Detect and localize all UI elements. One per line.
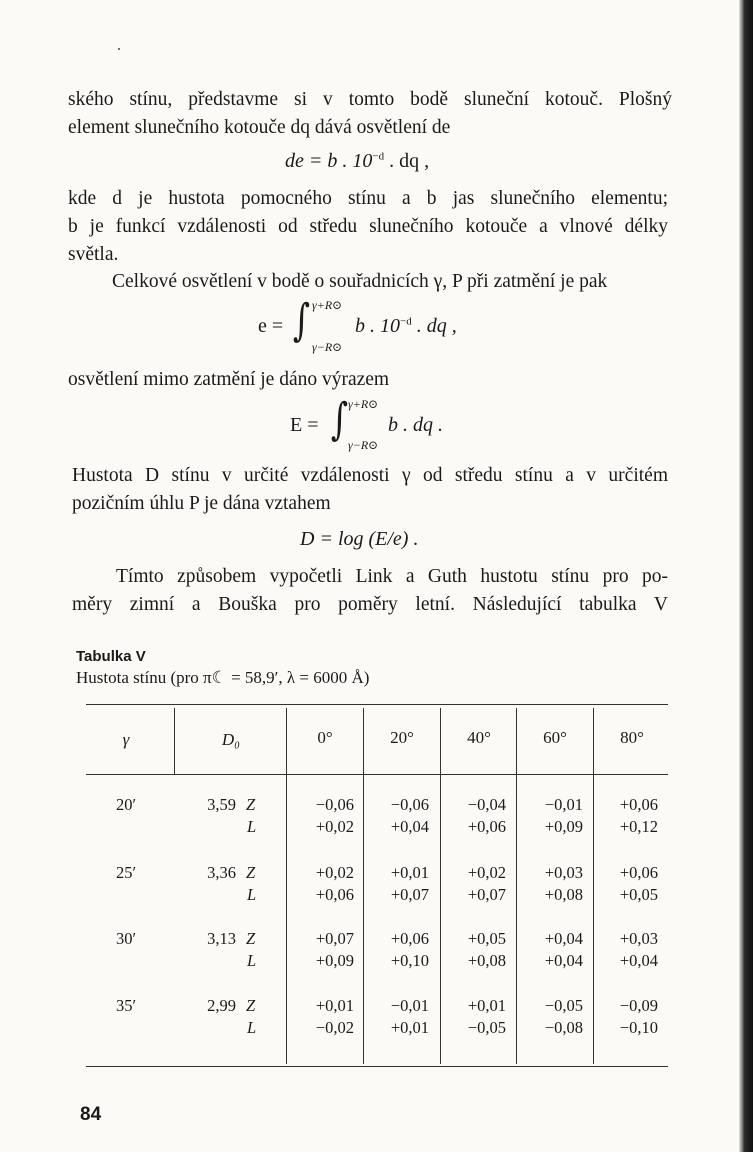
table-cell-value: +0,12 [619, 817, 658, 836]
table-cell-value: −0,01 [390, 996, 429, 1015]
table-header-angle: 20° [390, 728, 414, 747]
text-line: měry zimní a Bouška pro poměry letní. Následující tabulka V [72, 594, 668, 615]
table-cell-l-label: L [247, 951, 257, 970]
table-cell-value: +0,09 [544, 817, 583, 836]
integral-sign: ∫ [330, 394, 349, 445]
table-cell-value: +0,07 [467, 885, 506, 904]
table-cell-value: −0,06 [390, 795, 429, 814]
table-header-d0: D₀ [221, 730, 241, 749]
table-cell-z-label: Z [246, 863, 256, 882]
page-edge-shadow [739, 0, 753, 1152]
equation-de [285, 150, 429, 173]
paper-speck [118, 48, 120, 50]
table-cell-z-label: Z [246, 795, 256, 814]
table-cell-value: +0,04 [619, 951, 658, 970]
integral-upper-limit: γ+R⊙ [312, 298, 343, 312]
table-cell-value: +0,01 [390, 1018, 429, 1037]
table-cell-gamma: 35′ [116, 996, 137, 1015]
page-number: 84 [80, 1104, 102, 1125]
table-col-divider [174, 708, 175, 774]
integral-sign: ∫ [292, 295, 311, 346]
text-line: Tímto způsobem vypočetli Link a Guth hustotu stínu pro po- [116, 566, 668, 587]
text-line: Celkové osvětlení v bodě o souřadnicích γ, P při zatmění je pak [112, 271, 608, 292]
integral-upper-limit: γ+R⊙ [348, 397, 379, 411]
eq-tail: . dq , [384, 150, 430, 172]
table-col-divider [593, 708, 594, 1064]
table-cell-value: +0,08 [544, 885, 583, 904]
table-cell-value: −0,02 [315, 1018, 354, 1037]
table-cell-value: +0,01 [467, 996, 506, 1015]
eq-tail: . dq , [411, 315, 457, 337]
table-cell-value: +0,03 [544, 863, 583, 882]
table-cell-value: −0,04 [467, 795, 506, 814]
table-header-angle: 80° [620, 728, 644, 747]
table-top-rule [86, 704, 668, 705]
table-cell-value: +0,07 [390, 885, 429, 904]
table-cell-value: −0,06 [315, 795, 354, 814]
table-header-angle: 0° [317, 728, 333, 747]
table-cell-value: +0,06 [619, 795, 658, 814]
table-cell-gamma: 20′ [116, 795, 137, 814]
table-cell-value: +0,06 [315, 885, 354, 904]
table-cell-value: −0,01 [544, 795, 583, 814]
table-cell-d0: 2,99 [207, 996, 236, 1015]
text-line: Hustota D stínu v určité vzdálenosti γ od středu stínu a v určitém [72, 465, 668, 486]
table-cell-l-label: L [247, 817, 257, 836]
table-cell-value: +0,07 [315, 929, 354, 948]
table-cell-l-label: L [247, 1018, 257, 1037]
table-cell-value: +0,02 [467, 863, 506, 882]
text-line: osvětlení mimo zatmění je dáno výrazem [68, 369, 390, 390]
table-cell-d0: 3,13 [207, 929, 236, 948]
text-line: element slunečního kotouče dq dává osvětlení de [68, 117, 451, 138]
table-cell-value: +0,02 [315, 817, 354, 836]
eq-exponent: −d [372, 150, 385, 163]
table-cell-value: +0,03 [619, 929, 658, 948]
table-label: Tabulka V [76, 648, 146, 665]
eq-exponent: −d [400, 315, 412, 328]
text-line: ského stínu, představme si v tomto bodě sluneční kotouč. Plošný [68, 89, 672, 110]
table-cell-value: +0,06 [467, 817, 506, 836]
table-cell-value: −0,10 [619, 1018, 658, 1037]
eq-text: de = b . 10 [285, 150, 373, 172]
equation-E-body: b . dq . [388, 414, 443, 436]
table-cell-value: +0,09 [315, 951, 354, 970]
text-line: pozičním úhlu P je dána vztahem [72, 493, 331, 514]
table-cell-d0: 3,59 [207, 795, 236, 814]
table-cell-gamma: 30′ [116, 929, 137, 948]
table-cell-value: −0,08 [544, 1018, 583, 1037]
table-cell-value: −0,05 [544, 996, 583, 1015]
table-header-angle: 40° [467, 728, 491, 747]
table-cell-z-label: Z [246, 996, 256, 1015]
table-cell-value: +0,04 [390, 817, 429, 836]
table-cell-value: +0,01 [390, 863, 429, 882]
table-cell-value: +0,10 [390, 951, 429, 970]
eq-text: b . 10 [355, 315, 400, 337]
table-cell-z-label: Z [246, 929, 256, 948]
table-bottom-rule [86, 1066, 668, 1067]
table-col-divider [440, 708, 441, 1064]
table-cell-value: −0,09 [619, 996, 658, 1015]
integral-lower-limit: γ−R⊙ [312, 340, 343, 354]
table-header-rule [86, 774, 668, 775]
table-col-divider [516, 708, 517, 1064]
table-cell-value: +0,06 [390, 929, 429, 948]
text-line: b je funkcí vzdálenosti od středu slunečního kotouče a vlnové délky [68, 216, 668, 237]
equation-D: D = log (E/e) . [300, 528, 419, 550]
table-cell-value: +0,05 [467, 929, 506, 948]
table-col-divider [363, 708, 364, 1064]
table-col-divider [286, 708, 287, 1064]
table-caption: Hustota stínu (pro π☾ = 58,9′, λ = 6000 Å) [76, 668, 370, 687]
text-line: světla. [68, 244, 119, 265]
table-header-gamma: γ [122, 730, 130, 749]
table-cell-value: +0,06 [619, 863, 658, 882]
table-cell-value: −0,05 [467, 1018, 506, 1037]
table-cell-gamma: 25′ [116, 863, 137, 882]
equation-E-lhs: E = [290, 414, 319, 436]
table-cell-value: +0,01 [315, 996, 354, 1015]
table-cell-value: +0,02 [315, 863, 354, 882]
table-header-angle: 60° [543, 728, 567, 747]
equation-e-body [355, 315, 457, 338]
table-cell-value: +0,04 [544, 951, 583, 970]
table-cell-l-label: L [247, 885, 257, 904]
text-line: kde d je hustota pomocného stínu a b jas slunečního elementu; [68, 188, 668, 209]
integral-lower-limit: γ−R⊙ [348, 438, 379, 452]
table-cell-value: +0,04 [544, 929, 583, 948]
table-cell-d0: 3,36 [207, 863, 236, 882]
table-cell-value: +0,05 [619, 885, 658, 904]
table-cell-value: +0,08 [467, 951, 506, 970]
equation-e-lhs: e = [258, 315, 284, 337]
